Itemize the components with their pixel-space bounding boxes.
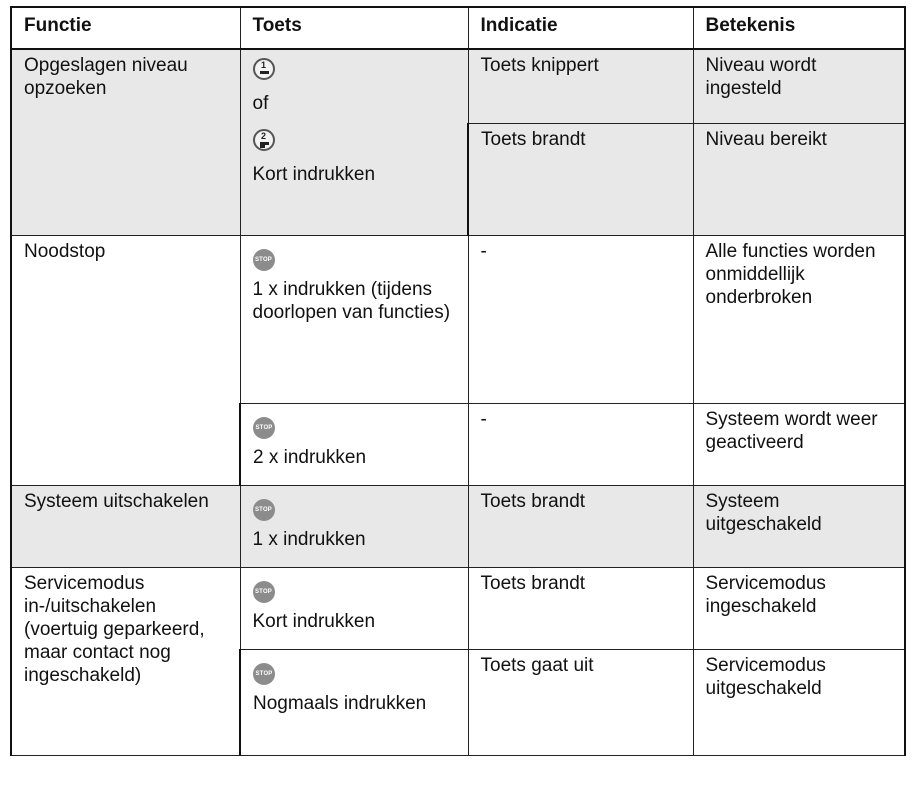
- toets-cell: [240, 403, 468, 485]
- stop-button-icon: STOP: [253, 663, 275, 685]
- betekenis-cell: Systeem wordt weer geactiveerd: [693, 403, 905, 485]
- functie-text: Noodstop: [24, 240, 106, 262]
- betekenis-cell: Servicemodus uitgeschakeld: [693, 649, 905, 755]
- indicatie-cell: Toets brandt: [468, 123, 693, 235]
- stop-button-icon: STOP: [253, 249, 275, 271]
- toets-cell: [240, 49, 468, 235]
- toets-text: Kort indrukken: [252, 164, 376, 185]
- header-functie: Functie: [11, 7, 240, 49]
- functie-cell: [11, 567, 240, 755]
- functie-cell: [11, 49, 240, 235]
- header-betekenis: Betekenis: [693, 7, 905, 49]
- betekenis-cell: Systeem uitgeschakeld: [693, 485, 905, 567]
- indicatie-cell: Toets gaat uit: [468, 649, 693, 755]
- functie-cell: [11, 485, 240, 567]
- toets-text: 2 x indrukken: [253, 446, 367, 468]
- toets-text: Kort indrukken: [252, 610, 376, 632]
- stop-button-icon: STOP: [253, 499, 275, 521]
- toets-text: Nogmaals indrukken: [253, 692, 427, 714]
- stop-button-icon: STOP: [253, 581, 275, 603]
- indicatie-cell: Toets brandt: [468, 567, 693, 649]
- table-row: [11, 485, 905, 567]
- toets-cell: [240, 649, 468, 755]
- functie-text: Systeem uitschakelen: [24, 490, 209, 512]
- indicatie-cell: Toets knippert: [468, 49, 693, 123]
- memory-level-2-icon: 2: [253, 129, 275, 151]
- toets-cell: [240, 235, 468, 403]
- indicatie-cell: -: [468, 403, 693, 485]
- table-row: [11, 49, 905, 123]
- table-row: [11, 567, 905, 649]
- betekenis-cell: Servicemodus ingeschakeld: [693, 567, 905, 649]
- functie-cell: [11, 235, 240, 485]
- memory-level-1-icon: 1: [253, 58, 275, 80]
- toets-cell: [240, 485, 468, 567]
- toets-text: 1 x indrukken (tijdens doorlopen van functies): [252, 278, 451, 323]
- toets-cell: [240, 567, 468, 649]
- table-row: [11, 235, 905, 403]
- toets-text: 1 x indrukken: [252, 528, 366, 550]
- function-table: [10, 6, 906, 756]
- betekenis-cell: Niveau bereikt: [693, 123, 905, 235]
- functie-text: Servicemodus in-/uitschakelen (voertuig geparkeerd, maar contact nog ingeschakeld): [24, 572, 205, 686]
- functie-text: Opgeslagen niveau opzoeken: [24, 55, 188, 99]
- header-toets: Toets: [240, 7, 468, 49]
- stop-button-icon: STOP: [253, 417, 275, 439]
- header-indicatie: Indicatie: [468, 7, 693, 49]
- betekenis-cell: Niveau wordt ingesteld: [693, 49, 905, 123]
- or-text: of: [252, 93, 269, 114]
- header-row: [11, 7, 905, 49]
- indicatie-cell: -: [468, 235, 693, 403]
- indicatie-cell: Toets brandt: [468, 485, 693, 567]
- betekenis-cell: Alle functies worden onmiddellijk onderbroken: [693, 235, 905, 403]
